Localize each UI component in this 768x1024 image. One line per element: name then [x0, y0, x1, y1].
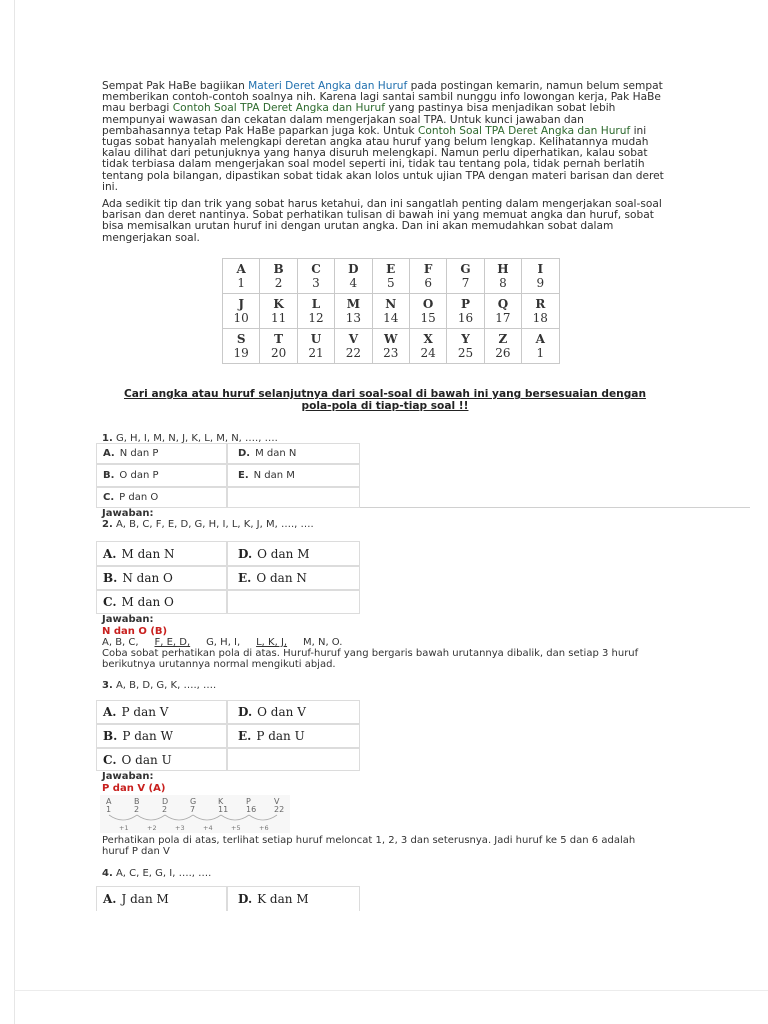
pattern-number: 11	[218, 805, 229, 814]
instruction-line-2: pola-pola di tiap-tiap soal !!	[301, 399, 469, 412]
option-value: O dan M	[257, 546, 310, 561]
link-contoh-soal[interactable]: Contoh Soal TPA Deret Angka dan Huruf	[172, 102, 385, 115]
cell-number: 13	[345, 311, 361, 325]
question-text: A, B, D, G, K, …., ….	[115, 680, 217, 691]
option-b[interactable]	[96, 464, 227, 487]
alphabet-cell	[484, 259, 521, 294]
intro-text: Sempat Pak HaBe bagiikan	[102, 80, 249, 92]
alphabet-cell	[447, 329, 484, 364]
option-d[interactable]	[227, 700, 360, 724]
option-d[interactable]	[227, 443, 360, 464]
question-text: A, C, E, G, I, …., ….	[115, 868, 212, 879]
question-number: 1.	[102, 433, 113, 444]
question-text: A, B, C, F, E, D, G, H, I, L, K, J, M, …., ….	[115, 519, 314, 530]
intro-paragraph-1	[102, 81, 672, 193]
cell-number: 1	[536, 346, 545, 360]
cell-letter: I	[537, 262, 544, 276]
alphabet-cell	[522, 294, 559, 329]
cell-letter: A	[236, 262, 246, 276]
option-key: D.	[238, 892, 253, 906]
alphabet-cell	[447, 294, 484, 329]
pattern-number: 16	[246, 805, 257, 814]
alphabet-cell	[522, 259, 559, 294]
cell-number: 10	[233, 311, 249, 325]
alphabet-cell	[335, 294, 372, 329]
pattern-letter: G	[190, 797, 197, 806]
alphabet-cell	[335, 329, 372, 364]
alphabet-cell	[372, 259, 409, 294]
cell-letter: Q	[497, 297, 509, 311]
alphabet-cell	[409, 329, 446, 364]
option-empty	[227, 487, 360, 508]
cell-letter: Y	[461, 332, 470, 346]
option-key: B.	[103, 470, 115, 481]
pattern-step: +1	[119, 824, 129, 832]
option-value: P dan O	[119, 492, 159, 503]
option-value: N dan M	[253, 470, 295, 481]
option-c[interactable]	[96, 748, 227, 771]
alphabet-cell	[223, 329, 260, 364]
intro-text: yang pastinya bisa menjadikan sobat lebih mempunyai wawasan dan cekatan dalam mengerjakan soal TPA. Untuk kunci jawaban dan pembahasannya tetap Pak HaBe paparkan juga kok. Untuk	[102, 102, 616, 137]
option-value: K dan M	[257, 892, 309, 906]
option-key: D.	[238, 448, 251, 459]
pattern-number: 22	[274, 805, 285, 814]
alphabet-cell	[260, 259, 297, 294]
alphabet-cell	[260, 294, 297, 329]
link-materi-deret[interactable]: Materi Deret Angka dan Huruf	[248, 80, 408, 92]
option-value: P dan W	[122, 729, 173, 743]
cell-letter: G	[460, 262, 471, 276]
pattern-letter: V	[274, 797, 280, 806]
answer-label: Jawaban:	[102, 771, 154, 782]
alphabet-cell	[335, 259, 372, 294]
cell-letter: T	[274, 332, 284, 346]
cell-letter: N	[385, 297, 397, 311]
option-e[interactable]	[227, 724, 360, 748]
cell-letter: F	[423, 262, 433, 276]
pattern-part: A, B, C,	[102, 637, 139, 648]
alphabet-cell	[372, 294, 409, 329]
cell-letter: Z	[498, 332, 508, 346]
instruction	[100, 389, 670, 412]
cell-number: 9	[536, 276, 545, 290]
question-2	[102, 519, 314, 530]
alphabet-cell	[297, 259, 334, 294]
alphabet-cell	[260, 329, 297, 364]
cell-letter: J	[238, 297, 245, 311]
option-a[interactable]	[96, 541, 227, 566]
cell-number: 2	[274, 276, 283, 290]
option-key: E.	[238, 470, 249, 481]
option-value: O dan P	[119, 470, 159, 481]
cell-number: 8	[499, 276, 507, 290]
alphabet-cell	[484, 329, 521, 364]
option-a[interactable]	[96, 886, 227, 911]
cell-number: 6	[424, 276, 432, 290]
cell-letter: K	[273, 297, 284, 311]
option-key: D.	[238, 705, 253, 719]
option-value: M dan O	[121, 595, 174, 609]
option-value: N dan P	[119, 448, 159, 459]
option-e[interactable]	[227, 464, 360, 487]
pattern-step: +4	[203, 824, 213, 832]
option-key: C.	[103, 752, 117, 767]
answer-label: Jawaban:	[102, 508, 154, 519]
question-number: 2.	[102, 519, 113, 530]
alphabet-cell	[447, 259, 484, 294]
pattern-letter: D	[162, 797, 169, 806]
intro-text: pada postingan kemarin, namun belum sempat memberikan contoh-contoh soalnya nih. Karena lagi santai sambil nunggu info lowongan kerja, Pak HaBe mau berbagi	[102, 80, 663, 115]
pattern-letter: B	[134, 797, 140, 806]
alphabet-cell	[409, 259, 446, 294]
pattern-step: +6	[259, 824, 269, 832]
option-key: C.	[103, 595, 117, 609]
alphabet-cell	[372, 329, 409, 364]
question-text: G, H, I, M, N, J, K, L, M, N, …., ….	[115, 433, 278, 444]
pattern-part: M, N, O.	[302, 637, 343, 648]
cell-number: 21	[308, 346, 324, 360]
option-key: B.	[103, 729, 118, 743]
option-d[interactable]	[227, 886, 360, 911]
answer-explanation: Coba sobat perhatikan pola di atas. Huruf-huruf yang bergaris bawah urutannya dibalik, dan setiap 3 huruf berikutnya urutannya normal mengikuti abjad.	[102, 648, 639, 670]
option-b[interactable]	[96, 724, 227, 748]
cell-letter: R	[535, 297, 546, 311]
pattern-part-underlined: L, K, J,	[256, 637, 288, 648]
option-value: J dan M	[121, 892, 169, 906]
option-value: P dan V	[121, 705, 169, 719]
pattern-letter: K	[218, 797, 224, 806]
cell-number: 3	[312, 276, 320, 290]
option-key: A.	[103, 705, 117, 719]
cell-number: 5	[386, 276, 395, 290]
intro-text: ini tugas sobat hanyalah melengkapi deretan angka atau huruf yang belum lengkap. Kelihatannya mudah kalau dilihat dari petunjuknya yang hanya disuruh melengkapi. Namun perlu diperhatikan, kalau sobat tidak terbiasa dalam mengerjakan soal model seperti ini, tidak tau tentang pola, tidak pernah berlatih tentang pola bilangan, dipastikan sobat tidak akan lolos untuk ujian TPA dengan materi barisan dan deret ini.	[102, 124, 664, 193]
alphabet-row	[223, 294, 560, 329]
cell-letter: P	[461, 297, 471, 311]
alphabet-cell	[522, 329, 559, 364]
option-value: O dan U	[121, 752, 172, 767]
cell-letter: L	[311, 297, 321, 311]
alphabet-cell	[223, 259, 260, 294]
alphabet-row	[223, 329, 560, 364]
question-number: 3.	[102, 680, 113, 691]
option-value: N dan O	[122, 571, 173, 585]
option-d[interactable]	[227, 541, 360, 566]
option-key: C.	[103, 492, 115, 503]
question-3	[102, 680, 216, 691]
answer-value: N dan O (B)	[102, 626, 168, 637]
option-key: A.	[103, 448, 115, 459]
cell-number: 26	[495, 346, 511, 360]
cell-number: 23	[383, 346, 399, 360]
alphabet-cell	[297, 294, 334, 329]
option-empty	[227, 590, 360, 614]
cell-number: 25	[457, 346, 474, 360]
alphabet-cell	[484, 294, 521, 329]
question-4	[102, 868, 211, 879]
pattern-letter: P	[246, 797, 251, 806]
answer-explanation: Perhatikan pola di atas, terlihat setiap huruf meloncat 1, 2, 3 dan seterusnya. Jadi huruf ke 5 dan 6 adalah huruf P dan V	[102, 835, 636, 857]
alphabet-cell	[409, 294, 446, 329]
pattern-number: 7	[190, 805, 196, 814]
option-a[interactable]	[96, 443, 227, 464]
cell-number: 4	[349, 276, 358, 290]
option-e[interactable]	[227, 566, 360, 590]
option-key: A.	[103, 546, 117, 561]
cell-number: 17	[495, 311, 511, 325]
option-a[interactable]	[96, 700, 227, 724]
cell-number: 11	[270, 311, 287, 325]
page-edge	[14, 0, 15, 1024]
cell-number: 12	[308, 311, 324, 325]
jump-pattern-diagram	[100, 795, 290, 833]
cell-number: 16	[457, 311, 474, 325]
cell-number: 19	[233, 346, 249, 360]
pattern-part: G, H, I,	[206, 637, 241, 648]
option-empty	[227, 748, 360, 771]
cell-number: 14	[383, 311, 399, 325]
alphabet-cell	[223, 294, 260, 329]
alphabet-number-table	[222, 258, 560, 364]
cell-letter: M	[346, 297, 361, 311]
option-key: E.	[238, 729, 252, 743]
instruction-line-1: Cari angka atau huruf selanjutnya dari soal-soal di bawah ini yang bersesuaian dengan	[123, 388, 647, 400]
link-contoh-soal-2[interactable]: Contoh Soal TPA Deret Angka dan Huruf	[417, 124, 631, 137]
option-value: P dan U	[256, 729, 305, 743]
intro-paragraph-2: Ada sedikit tip dan trik yang sobat harus ketahui, dan ini sangatlah penting dalam mengerjakan soal-soal barisan dan deret nantinya. Sobat perhatikan tulisan di bawah ini yang memuat angka dan huruf, sobat bisa memisalkan urutan huruf ini dengan urutan angka. Dan ini akan memudahkan sobat dalam mengerjakan soal.	[102, 198, 662, 244]
option-value: M dan N	[255, 448, 297, 459]
cell-number: 20	[270, 346, 287, 360]
option-key: A.	[103, 892, 117, 906]
option-c[interactable]	[96, 487, 227, 508]
option-b[interactable]	[96, 566, 227, 590]
cell-letter: D	[348, 262, 359, 276]
pattern-number: 1	[106, 805, 112, 814]
option-value: M dan N	[121, 546, 175, 561]
pattern-letter: A	[106, 797, 112, 806]
cell-letter: E	[386, 262, 396, 276]
option-c[interactable]	[96, 590, 227, 614]
answer-pattern	[102, 637, 342, 648]
alphabet-row	[223, 259, 560, 294]
pattern-number: 2	[134, 805, 140, 814]
option-key: E.	[238, 571, 252, 585]
cell-number: 24	[420, 346, 436, 360]
cell-letter: B	[273, 262, 284, 276]
pattern-step: +3	[175, 824, 185, 832]
cell-number: 7	[461, 276, 470, 290]
pattern-part-underlined: F, E, D,	[154, 637, 191, 648]
answer-label: Jawaban:	[102, 614, 154, 625]
pattern-step: +5	[231, 824, 241, 832]
cell-letter: S	[236, 332, 246, 346]
cell-number: 18	[532, 311, 548, 325]
cell-letter: X	[423, 332, 433, 346]
option-key: D.	[238, 546, 253, 561]
cell-letter: O	[422, 297, 434, 311]
cell-letter: U	[310, 332, 322, 346]
pattern-number: 2	[162, 805, 168, 814]
page-edge-bottom	[14, 990, 768, 991]
cell-number: 22	[345, 346, 361, 360]
answer-value: P dan V (A)	[102, 783, 166, 794]
cell-letter: W	[384, 332, 398, 346]
alphabet-cell	[297, 329, 334, 364]
cell-letter: H	[497, 262, 509, 276]
divider	[360, 507, 750, 508]
cell-letter: V	[348, 332, 359, 346]
cell-letter: C	[311, 262, 321, 276]
pattern-step: +2	[147, 824, 157, 832]
cell-number: 15	[420, 311, 436, 325]
question-number: 4.	[102, 868, 113, 879]
cell-letter: A	[535, 332, 545, 346]
option-value: O dan N	[256, 571, 307, 585]
cell-number: 1	[237, 276, 246, 290]
option-value: O dan V	[257, 705, 306, 719]
option-key: B.	[103, 571, 118, 585]
